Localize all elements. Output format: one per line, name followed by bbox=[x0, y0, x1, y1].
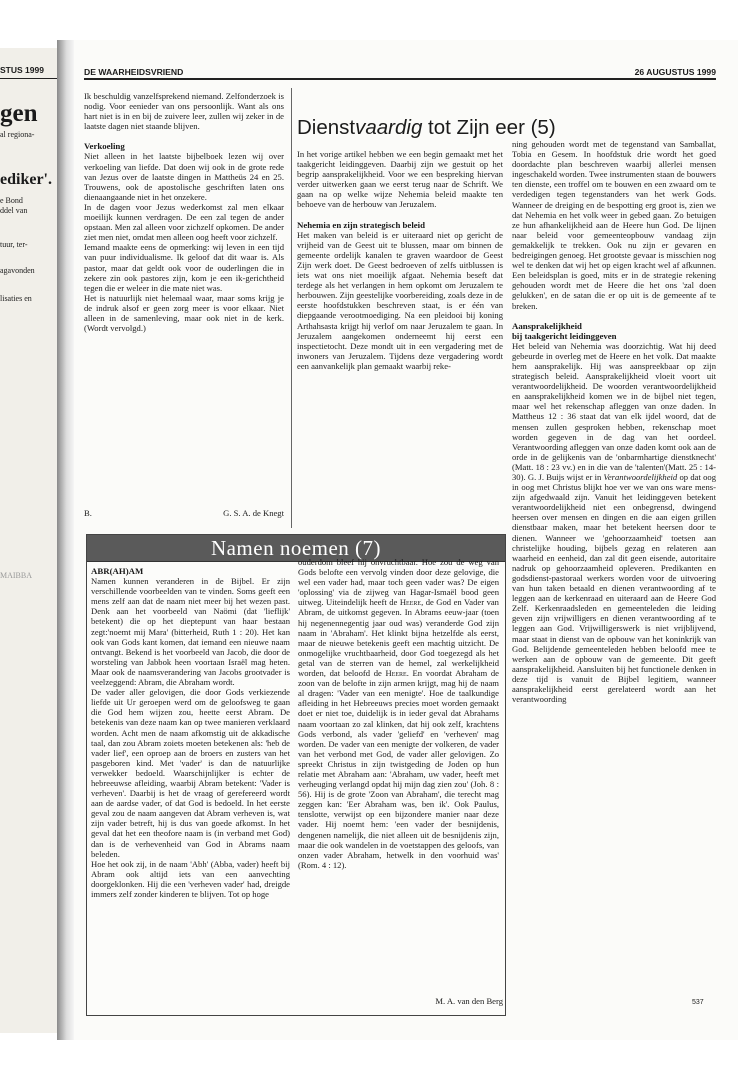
box-column-2 bbox=[298, 557, 499, 870]
spacer bbox=[512, 91, 716, 139]
col2-paragraph: Het maken van beleid is er uiteraard niet op gericht de vrijheid van de Geest uit te blussen, maar om binnen de gemeente ordelijk kanalen te graven waardoor de Geest Zijn werk doet. De Geest bedroeven of zelfs uitblussen is iets wat ons niet moeilijk afgaat. Nehemia beseft dat terdege als het verlangen in hem opkomt om Jeruzalem te herbouwen. Zijn geestelijke voorbereiding, zoals deze in de eerste hoofdstukken beschreven staat, is er één van diepgaande verootmoediging. Na een pleidooi bij koning Arthahsasta krijgt hij verlof om naar Jeruzalem te gaan. In Jeruzalem aangekomen onderneemt hij eerst een inspectietocht. Deze mondt uit in een vergadering met de inwoners van Jeruzalem. Tijdens deze vergadering wordt een aanvankelijk plan gemaakt waarbij reke- bbox=[297, 229, 503, 371]
left-text-line: al regiona- bbox=[0, 130, 35, 139]
title-part: tot Zijn eer (5) bbox=[422, 116, 556, 139]
column-2 bbox=[297, 149, 503, 371]
column-1 bbox=[84, 91, 284, 333]
column-divider bbox=[291, 88, 292, 528]
title-italic-part: vaardig bbox=[355, 116, 423, 139]
col2-intro: In het vorige artikel hebben we een begin gemaakt met het taakgericht leidinggeven. Daarbij zijn we gestuit op het begrip aansprakelijkheid. Voor we een bespreking hiervan verder uitwerken gaan we eerst terug naar de Schrift. We gaan na op welke wijze Nehemia beleid maakte ten behoeve van de herbouw van Jeruzalem. bbox=[297, 149, 503, 210]
left-faded-text: MAIBBA bbox=[0, 571, 33, 580]
col1-paragraph: Iemand maakte eens de opmerking: wij leven in een tijd van puur individualisme. Ik geloof dat dit waar is. Als pastor, maar dat geldt ook voor de ouderlingen die in zekere zin ook pastores zijn, kom je een ik-gerichtheid tegen die er weleer in die mate niet was. bbox=[84, 242, 284, 293]
left-partial-title: gen bbox=[0, 100, 38, 127]
book-spine-shadow bbox=[57, 40, 74, 1040]
box-paragraph bbox=[298, 557, 499, 870]
left-text-line: e Bond bbox=[0, 196, 23, 205]
heere-smallcaps: Heere bbox=[385, 668, 407, 679]
text-run: , de God en Vader van Abram, de uitkomst gegeven. In Abrams eeuw-jaar (toen hij negenennegentig jaar oud was) veranderde God zijn naam in 'Abraham'. Het klinkt bijna hetzelfde als eerst, maar de nieuwe betekenis geeft een machtig uitzicht. De onmogelijke vruchtbaarheid, door God toegezegd als het getal van de sterren van de hemel, zal werkelijkheid worden, dat beloofd de bbox=[298, 597, 499, 679]
spacer bbox=[512, 311, 716, 321]
text-run: Het beleid van Nehemia was doorzichtig. Wat hij deed gebeurde in overleg met de Heere en het volk. Dat maakte hem aansprakelijk. Hij was aanspreekbaar op zijn strategisch beleid. Aansprakelijkheid vloeit voort uit verantwoordelijkheid. De woorden verantwoordelijkheid en aansprakelijkheid komen we in de bijbel niet tegen, maar wel het rekenschap afleggen van onze daden. In Mattheus 12 : 36 staat dat van elk ijdel woord, dat de mensen zullen gesproken hebben, rekenschap moet worden gegeven in de dag van het oordeel. Verantwoording afleggen van onze daden komt ook aan de orde in de gelijkenis van de 'onbarmhartige dienstknecht' (Matt. 18 : 23 vv.) en in die van de 'talenten'(Matt. 25 : 14-30). G. J. Buijs wijst er in bbox=[512, 340, 716, 482]
box-title: Namen noemen (7) bbox=[210, 536, 382, 560]
col3-subheading: bij taakgericht leidinggeven bbox=[512, 330, 617, 341]
col3-heading: Aansprakelijkheid bbox=[512, 320, 582, 331]
left-text-line: lisaties en bbox=[0, 294, 32, 303]
left-page-header: STUS 1999 bbox=[0, 65, 44, 75]
column-3 bbox=[512, 91, 716, 704]
text-run: op dat oog in oog met Christus blijkt hoe ver we van ons ware mens-zijn afgedwaald zijn. Vanuit het leidinggeven betekent verantwoordelijkheid niet een onbegrensd, dwingend heersen over mensen en dingen en die aan eigen grillen dienstbaar maken, maar het betekent heersen door te dienen. Wanneer we 'gehoorzaamheid' toetsen aan christelijke houding, bijbels gezag en relateren aan waarheid en eenheid, dan zal dit geen eisende, autoritaire nadruk op gehoorzaamheid opleveren. Predikanten en godsdienst-pastoraal werkers worden voor de uitvoering van hun taken betaald en dienen verantwoording af te leggen aan de kerkenraad en uiteraard aan de Heere God Zelf. Kerkenraadsleden en gemeenteleden die leiding geven zijn vrijwilligers en dienen verantwoording af te leggen aan God. Vrijwilligerswerk is niet vrijblijvend, maar staat in dienst van de opbouw van het koninkrijk van God. Belijdende gemeenteleden hebben beloofd mee te werken aan de opbouw van de gemeente. Dit geeft aansprakelijkheid. Aansluiten bij het functionele denken in deze tijd is vanuit de Bijbel legitiem, wanneer aansprakelijkheid eerst gerelateerd wordt aan het verantwoording bbox=[512, 472, 716, 705]
box-column-1 bbox=[91, 566, 290, 899]
left-header-rule bbox=[0, 78, 57, 79]
header-rule bbox=[84, 78, 716, 80]
text-run: . En voordat Abraham de zoon van de belofte in zijn armen krijgt, mag hij de naam al dragen: 'Vader van een menigte'. Hoe de taalkundige afleiding in het Hebreeuws precies moet worden gemaakt doet er niet toe, duidelijk is in ieder geval dat Abrahams naam voortaan zo zal klinken, dat hij ook zelf, krachtens Gods verbond, als vader 'geliefd' en 'verheven' mag worden. De vader van een menigte der volkeren, de vader van het verbond met God, de vader aller gelovigen. Zo spreekt Christus in zijn twistgeding de Joden op hun relatie met Abraham aan: 'Abraham, uw vader, heeft met verheuging verlangd opdat hij mijn dag zien zou' (Joh. 8 : 56). Hij is de grote 'Zoon van Abraham', die terecht mag zeggen kan: 'Eer Abraham was, ben ik'. Ook Paulus, tenslotte, verwijst op een bijzondere manier naar deze vader. Hij noemt hem: 'een vader der besnijdenis, dengenen namelijk, die niet alleen uit de besnijdenis zijn, maar die ook wandelen in de voetstappen des geloofs, van onzen vader Abraham, hetwelk in den voorhuid was' (Rom. 4 : 12). bbox=[298, 668, 499, 870]
spacer bbox=[84, 131, 284, 141]
col1-heading: Verkoeling bbox=[84, 141, 125, 152]
left-text-line: ddel van bbox=[0, 206, 28, 215]
col1-paragraph: Het is natuurlijk niet helemaal waar, maar soms krijg je de indruk alsof er geen zorg meer is voor elkaar. Niet alleen in de samenleving, maar ook niet in de kerk. (Wordt vervolgd.) bbox=[84, 292, 284, 334]
left-text-line: tuur, ter- bbox=[0, 240, 28, 249]
box-paragraph: De vader aller gelovigen, die door Gods verkiezende liefde uit Ur geroepen werd om de geloofsweg te gaan die God hem wijzen zou, heette eerst Abram. De betekenis van deze naam kan op twee manieren verklaard worden. Acht men de naam afkomstig uit de akkadische taal, dan zou Abram zoiets moeten betekenen als: 'heb de vader lief', een oproep aan de broers en zusters van het pasgeboren kind. Met 'vader' is dan de natuurlijke verwekker bedoeld. Waarschijnlijker is echter de hebreeuwse afleiding, waarbij Abram betekent: 'Vader is verheven'. Daarbij is het de vraag of gerefereerd wordt aan de aardse vader, of dat God is bedoeld. In het eerste geval zou de naam aangeven dat Abram verheven is, wat zijn vader betreft, hij is dus van goede afkomst. In het geval dat het een theofore naam is (in verband met God) dan is de verhevenheid van God in Abrams naam beleden. bbox=[91, 687, 290, 859]
left-page-edge bbox=[0, 48, 57, 1033]
book-title-italic: Verantwoordelijkheid bbox=[603, 472, 678, 482]
box-paragraph: Hoe het ook zij, in de naam 'Abh' (Abba, vader) heeft bij Abram ook altijd iets van een aanvechting doorgeklonken. Hij die een 'verheven vader' had, dreigde immers zelf zonder kinderen te blijven. Tot op hoge bbox=[91, 858, 290, 899]
box-heading: ABR(AH)AM bbox=[91, 566, 144, 576]
signoff-initial: B. bbox=[84, 508, 92, 518]
signoff-author: G. S. A. de Knegt bbox=[223, 508, 284, 518]
namen-noemen-box bbox=[86, 534, 506, 1016]
col1-paragraph: In de dagen voor Jezus wederkomst zal men elkaar moeilijk kunnen verdragen. De een zal tegen de ander opstaan. Men zal alleen voor zichzelf opkomen. De ander ziet men niet, omdat men alleen oog heeft voor zichzelf. bbox=[84, 201, 284, 243]
heere-smallcaps: Heere bbox=[399, 597, 422, 608]
col3-paragraph: ning gehouden wordt met de tegenstand van Samballat, Tobia en Gesem. In hoofdstuk drie wordt het goed doordachte plan beschreven waarbij allerlei mensen ingeschakeld worden. Twee instrumenten staan de bouwers ten dienste, een troffel om te bouwen en een zwaard om te verdedigen tegen tegenstanders van het werk Gods. Wanneer de dreiging en de bespotting erg groot is, zien we dat Nehemia en het volk weer in gebed gaan. Zo betuigen ze hun afhankelijkheid aan de Heere hun God. De lijnen naar beleid voor gemeenteopbouw vandaag zijn gemakkelijk te trekken. Ook nu zijn er gevaren en bedreigingen genoeg. Het grootste gevaar is misschien nog wel te denken dat wij het op eigen kracht wel af afkunnen. Een beleidsplan is goed, mits er in de strategie rekening gehouden wordt met de Heere die het ons 'zal doen gelukken', en de satan die er op uit is de gemeente af te breken. bbox=[512, 139, 716, 311]
box-signoff: M. A. van den Berg bbox=[435, 996, 503, 1006]
col1-intro: Ik beschuldig vanzelfsprekend niemand. Zelfonderzoek is nodig. Voor eenieder van ons persoonlijk. Want als ons hart niet is in en bij de zuivere leer, zullen wij zeker in de laatste dagen niet staande blijven. bbox=[84, 91, 284, 132]
col2-heading: Nehemia en zijn strategisch beleid bbox=[297, 219, 426, 230]
box-paragraph: Namen kunnen veranderen in de Bijbel. Er zijn verschillende voorbeelden van te vinden. Soms geeft een mens zelf aan dat de naam niet meer bij het wezen past. Denk aan het voorbeeld van Naömi (dat 'lieflijk' betekent) die op het dieptepunt van haar bestaan zegt:'noemt mij Mara' (bitterheid, Ruth 1 : 20). Het kan ook van Gods kant komen, dat iemand een nieuwe naam ontvangt. Bekend is het voorbeeld van Jacob, die door de worsteling van Jabbok heen voortaan Israël mag heten. Maar ook de naamsverandering van Jacobs grootvader is veelzeggend: Abram, die Abraham wordt. bbox=[91, 576, 290, 688]
publication-name: DE WAARHEIDSVRIEND bbox=[84, 67, 184, 77]
left-text-line: agavonden bbox=[0, 266, 35, 275]
page-header bbox=[84, 64, 716, 78]
text-run: ouderdom bleef hij onvruchtbaar. Hoe zou de weg van Gods belofte een vervolg vinden door deze gelovige, die wel een vader had, maar toch geen vader was? De eigen 'oplossing' via de zijweg van Hagar-Ismaël bood geen uitweg. Uiteindelijk heeft de bbox=[298, 557, 499, 608]
page-number: 537 bbox=[692, 999, 704, 1006]
left-partial-subtitle: ediker'. bbox=[0, 171, 52, 188]
issue-date: 26 AUGUSTUS 1999 bbox=[634, 67, 716, 77]
spacer bbox=[297, 210, 503, 220]
col1-paragraph: Niet alleen in het laatste bijbelboek lezen wij over verkoeling van liefde. Dat doen wij ook in de grote rede van Jezus over de laatste dingen in Mattheüs 24 en 25. Trouwens, ook de apostolische geschriften laten ons dienaangaande niet in het onzekere. bbox=[84, 151, 284, 202]
col3-paragraph bbox=[512, 341, 716, 704]
article-title bbox=[297, 116, 556, 140]
title-part: Dienst bbox=[297, 116, 356, 139]
